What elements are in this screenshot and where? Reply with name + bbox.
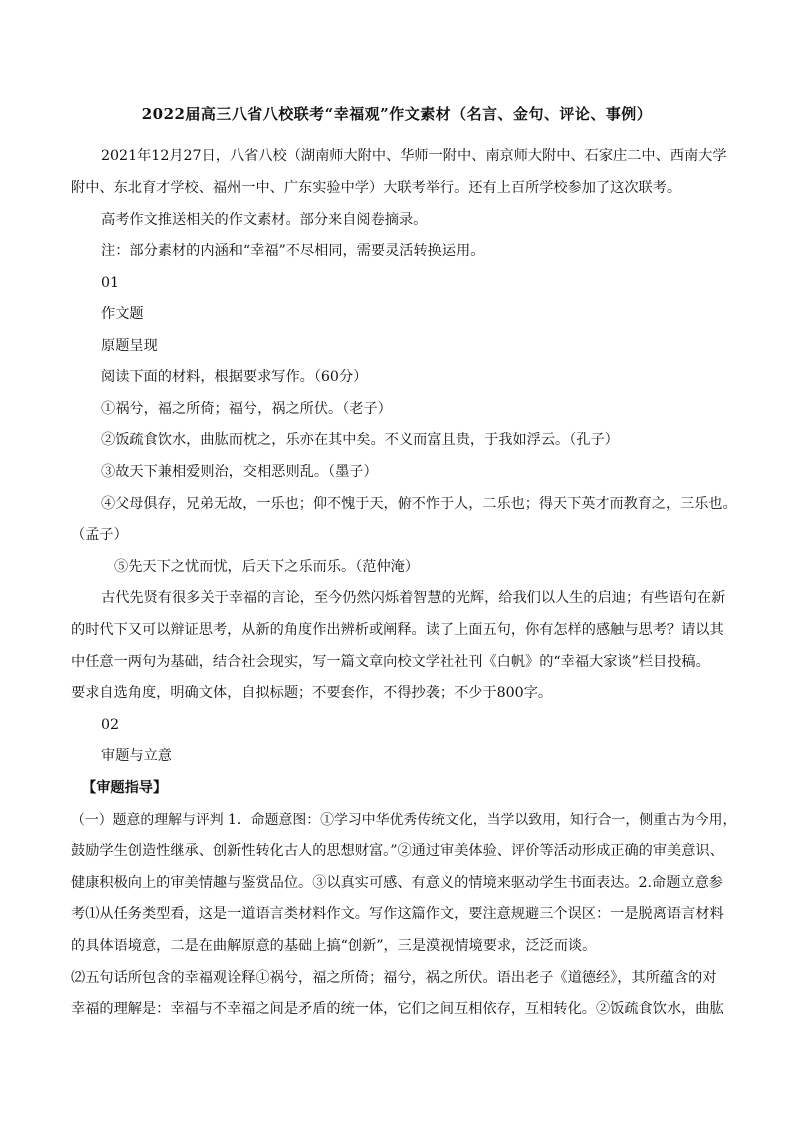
quote-item: ⑤先天下之忧而忧，后天下之乐而乐。（范仲淹） [114, 559, 420, 575]
section-heading-02: 审题与立意 [101, 748, 172, 764]
quote-item: ②饭疏食饮水，曲肱而枕之，乐亦在其中矣。不义而富且贵，于我如浮云。（孔子） [101, 432, 619, 448]
section-subheading: 原题呈现 [101, 338, 158, 354]
section-heading-01: 作文题 [101, 306, 144, 322]
quote-item: ①祸兮，福之所倚；福兮，祸之所伏。（老子） [101, 401, 392, 417]
guide-body-line: 考⑴从任务类型看，这是一道语言类材料作文。写作这篇作文，要注意规避三个误区：一是脱离语言材料 [71, 906, 724, 922]
guide-body-line: 的具体语境意，二是在曲解原意的基础上搞“创新”，三是漠视情境要求，泛泛而谈。 [71, 938, 597, 954]
task-line: 要求自选角度，明确文体，自拟标题；不要套作，不得抄袭；不少于800字。 [71, 685, 553, 701]
intro-line-2: 附中、东北育才学校、福州一中、广东实验中学）大联考举行。还有上百所学校参加了这次联考。 [71, 180, 682, 196]
guide-body-line: ⑵五句话所包含的幸福观诠释①祸兮，福之所倚；福兮，祸之所伏。语出老子《道德经》，其所蕴含的对 [71, 970, 717, 986]
quote-item: ④父母俱存，兄弟无故，一乐也；仰不愧于天，俯不怍于人，二乐也；得天下英才而教育之，三乐也。 [101, 496, 737, 512]
quote-item: ③故天下兼相爱则治，交相恶则乱。（墨子） [101, 464, 378, 480]
guide-body-line: 幸福的理解是：幸福与不幸福之间是矛盾的统一体，它们之间互相依存，互相转化。②饭疏食饮水，曲肱 [71, 1001, 724, 1017]
intro-line-1: 2021年12月27日，八省八校（湖南师大附中、华师一附中、南京师大附中、石家庄二中、西南大学 [101, 148, 727, 164]
guide-body-line: （一）题意的理解与评判 1．命题意图：①学习中华优秀传统文化，当学以致用，知行合一，侧重古为今用， [71, 812, 737, 828]
section-number-01: 01 [101, 275, 120, 291]
intro-line-3: 高考作文推送相关的作文素材。部分来自阅卷摘录。 [101, 212, 428, 228]
document-title: 2022届高三八省八校联考“幸福观”作文素材（名言、金句、评论、事例） [141, 105, 653, 123]
guide-body-line: 健康积极向上的审美情趣与鉴赏品位。③以真实可感、有意义的情境来驱动学生书面表达。2.命题立意参 [71, 875, 723, 891]
task-line: 的时代下又可以辩证思考，从新的角度作出辨析或阐释。读了上面五句，你有怎样的感触与思考？请以其 [71, 622, 724, 638]
task-line: 古代先贤有很多关于幸福的言论，至今仍然闪烁着智慧的光辉，给我们以人生的启迪；有些语句在新 [101, 590, 726, 606]
guide-label: 【审题指导】 [82, 780, 168, 796]
guide-body-line: 鼓励学生创造性继承、创新性转化古人的思想财富。”②通过审美体验、评价等活动形成正确的审美意识、 [71, 843, 724, 859]
task-line: 中任意一两句为基础，结合社会现实，写一篇文章向校文学社社刊《白帆》的“幸福大家谈”栏目投稿。 [71, 654, 710, 670]
intro-note: 注：部分素材的内涵和“幸福”不尽相同，需要灵活转换运用。 [101, 243, 485, 259]
quote-item-attribution: （孟子） [71, 527, 128, 543]
prompt-instruction: 阅读下面的材料，根据要求写作。（60分） [101, 369, 368, 385]
section-number-02: 02 [101, 717, 120, 733]
